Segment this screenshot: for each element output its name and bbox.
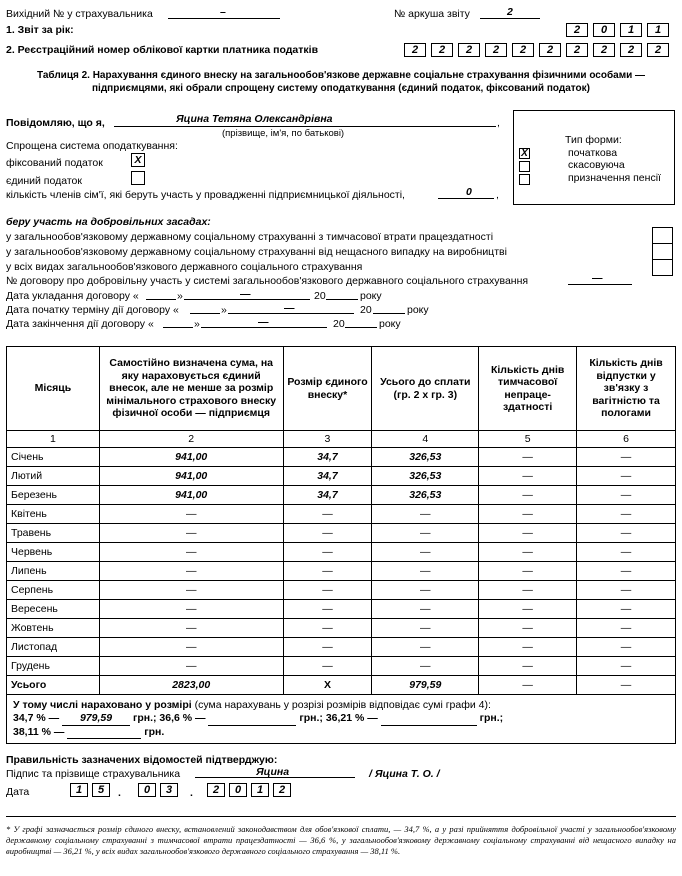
- total-cell[interactable]: —: [372, 638, 479, 657]
- year-suffix: року: [360, 290, 382, 302]
- signer-name: / Яцина Т. О. /: [369, 768, 440, 780]
- rate-cell[interactable]: 34,7: [283, 448, 372, 467]
- col-number: 6: [577, 431, 676, 448]
- rate-cell[interactable]: —: [283, 619, 372, 638]
- date-year-digit[interactable]: 1: [251, 783, 269, 797]
- sick-days-cell[interactable]: —: [479, 524, 577, 543]
- amount-cell[interactable]: —: [99, 543, 283, 562]
- date-signed-year[interactable]: [326, 289, 358, 300]
- sick-days-cell[interactable]: —: [479, 467, 577, 486]
- year-suffix: року: [379, 318, 401, 330]
- date-start-year[interactable]: [373, 303, 405, 314]
- sick-days-cell[interactable]: —: [479, 486, 577, 505]
- form-type-option-pension: призначення пенсії: [568, 172, 661, 184]
- form-type-option-initial: початкова: [568, 147, 618, 159]
- voluntary-item: у загальнообов'язковому державному соціальному страхуванні від нещасного випадку на виробництві: [6, 246, 507, 258]
- form-type-option-cancel: скасовуюча: [568, 159, 625, 171]
- amount-cell[interactable]: —: [99, 581, 283, 600]
- rate2-label: грн.; 36,6 % —: [132, 712, 206, 724]
- rate-cell[interactable]: —: [283, 657, 372, 676]
- family-value: 0: [466, 186, 472, 198]
- table-row: [7, 543, 676, 562]
- year-prefix: 20: [333, 318, 345, 330]
- month-cell: Лютий: [7, 467, 100, 486]
- amount-cell[interactable]: 941,00: [99, 486, 283, 505]
- family-label: кількість членів сім'ї, які беруть участь у провадженні підприємницької діяльності,: [6, 189, 405, 201]
- maternity-days-cell[interactable]: —: [577, 448, 676, 467]
- year-label: 1. Звіт за рік:: [6, 24, 74, 36]
- breakdown-note: (сума нарахувань у розрізі розмірів відповідає сумі графи 4):: [194, 699, 491, 711]
- date-signed-label: Дата укладання договору «: [6, 290, 139, 302]
- reg-digit[interactable]: 2: [512, 43, 534, 57]
- date-end-month-value: —: [258, 316, 269, 328]
- month-cell: Жовтень: [7, 619, 100, 638]
- footnote: * У графі зазначається розмір єдиного внеску, встановлений законодавством для обов'язкової сплати, — 34,7 %, а у разі прийняття добровільної участі у загальнообов'язковому державному соціальному страхуванні з тимчасової втрати працездатності — 36,6 %, у загальнообов'язковому державному соціальному страхуванні від нещасного випадку на виробництві — 36,21 %, у всіх видах загальнообов'язкового державного соціального страхування — 38,11 %.: [6, 824, 676, 856]
- signature-value: Яцина: [256, 766, 290, 778]
- quote-close: »: [194, 318, 200, 330]
- sheet-value: 2: [507, 6, 513, 18]
- total-maternity-days[interactable]: —: [577, 676, 676, 695]
- maternity-days-cell[interactable]: —: [577, 657, 676, 676]
- month-cell: Грудень: [7, 657, 100, 676]
- reg-digit[interactable]: 2: [566, 43, 588, 57]
- total-rate: X: [283, 676, 372, 695]
- header-total: Усього до сплати (гр. 2 х гр. 3): [372, 347, 479, 431]
- voluntary-checkbox[interactable]: [652, 243, 673, 260]
- rate3-end: грн.;: [479, 712, 504, 724]
- col-number: 4: [372, 431, 479, 448]
- reg-digit[interactable]: 2: [539, 43, 561, 57]
- year-digit[interactable]: 0: [593, 23, 615, 37]
- total-label: Усього: [7, 676, 100, 695]
- form-type-title: Тип форми:: [565, 134, 622, 146]
- month-cell: Березень: [7, 486, 100, 505]
- year-suffix: року: [407, 304, 429, 316]
- table-row: [7, 524, 676, 543]
- table-row: [7, 486, 676, 505]
- table-title-line2: підприємцями, які обрали спрощену систему оподаткування (єдиний податок, фіксований податок): [92, 83, 590, 94]
- amount-cell[interactable]: 941,00: [99, 467, 283, 486]
- confirm-title: Правильність зазначених відомостей підтверджую:: [6, 754, 278, 766]
- rate4-value[interactable]: [67, 728, 141, 739]
- date-day-digit[interactable]: 1: [70, 783, 88, 797]
- maternity-days-cell[interactable]: —: [577, 562, 676, 581]
- rate-cell[interactable]: —: [283, 505, 372, 524]
- voluntary-item: у загальнообов'язковому державному соціальному страхуванні з тимчасової втрати працездатності: [6, 231, 494, 243]
- quote-close: »: [177, 290, 183, 302]
- sick-days-cell[interactable]: —: [479, 638, 577, 657]
- total-amount[interactable]: 2823,00: [99, 676, 283, 695]
- col-number: 3: [283, 431, 372, 448]
- year-prefix: 20: [360, 304, 372, 316]
- rate-cell[interactable]: —: [283, 524, 372, 543]
- quote-close: »: [221, 304, 227, 316]
- reg-digit[interactable]: 2: [485, 43, 507, 57]
- total-cell[interactable]: —: [372, 581, 479, 600]
- maternity-days-cell[interactable]: —: [577, 524, 676, 543]
- date-signed-day[interactable]: [146, 289, 176, 300]
- total-cell[interactable]: —: [372, 619, 479, 638]
- maternity-days-cell[interactable]: —: [577, 505, 676, 524]
- rate4-end: грн.: [144, 726, 165, 738]
- rate1-value[interactable]: 979,59: [62, 712, 130, 726]
- month-cell: Січень: [7, 448, 100, 467]
- single-tax-checkbox[interactable]: [131, 171, 145, 185]
- date-signed-month-value: —: [240, 288, 251, 300]
- reg-digit[interactable]: 2: [593, 43, 615, 57]
- reg-digit[interactable]: 2: [647, 43, 669, 57]
- sheet-label: № аркуша звіту: [394, 8, 470, 20]
- form-type-checkbox-cancel[interactable]: [519, 161, 530, 172]
- sign-label: Підпис та прізвище страхувальника: [6, 768, 181, 780]
- amount-cell[interactable]: —: [99, 562, 283, 581]
- maternity-days-cell[interactable]: —: [577, 619, 676, 638]
- reg-digit[interactable]: 2: [458, 43, 480, 57]
- single-tax-label: єдиний податок: [6, 175, 82, 187]
- month-cell: Вересень: [7, 600, 100, 619]
- amount-cell[interactable]: 941,00: [99, 448, 283, 467]
- comma: ,: [497, 117, 500, 129]
- notify-label: Повідомляю, що я,: [6, 117, 105, 129]
- rate-cell[interactable]: —: [283, 543, 372, 562]
- system-label: Спрощена система оподаткування:: [6, 140, 178, 152]
- total-cell[interactable]: —: [372, 657, 479, 676]
- maternity-days-cell[interactable]: —: [577, 638, 676, 657]
- person-name: Яцина Тетяна Олександрівна: [176, 113, 333, 125]
- form-type-checkbox-pension[interactable]: [519, 174, 530, 185]
- rate-cell[interactable]: 34,7: [283, 467, 372, 486]
- total-cell[interactable]: —: [372, 543, 479, 562]
- date-start-month-value: —: [284, 302, 295, 314]
- date-year-digit[interactable]: 2: [273, 783, 291, 797]
- sick-days-cell[interactable]: —: [479, 657, 577, 676]
- maternity-days-cell[interactable]: —: [577, 600, 676, 619]
- amount-cell[interactable]: —: [99, 657, 283, 676]
- maternity-days-cell[interactable]: —: [577, 543, 676, 562]
- date-month-digit[interactable]: 0: [138, 783, 156, 797]
- table-row: [7, 467, 676, 486]
- date-year-digit[interactable]: 2: [207, 783, 225, 797]
- voluntary-title: беру участь на добровільних засадах:: [6, 216, 211, 228]
- table-row: [7, 505, 676, 524]
- date-end-year[interactable]: [345, 317, 377, 328]
- date-end-label: Дата закінчення дії договору «: [6, 318, 154, 330]
- sick-days-cell[interactable]: —: [479, 448, 577, 467]
- col-number: 1: [7, 431, 100, 448]
- maternity-days-cell[interactable]: —: [577, 486, 676, 505]
- rate1-label: 34,7 % —: [13, 712, 60, 724]
- table-row: [7, 619, 676, 638]
- outgoing-label: Вихідний № у страхувальника: [6, 8, 153, 20]
- rate-cell[interactable]: —: [283, 581, 372, 600]
- sick-days-cell[interactable]: —: [479, 619, 577, 638]
- date-sep: .: [190, 787, 193, 799]
- header-sick-days: Кількість днів тимчасової непраце-здатності: [479, 347, 577, 431]
- rate3-label: грн.; 36,21 % —: [299, 712, 378, 724]
- total-cell[interactable]: —: [372, 524, 479, 543]
- reg-label: 2. Реєстраційний номер облікової картки платника податків: [6, 44, 319, 56]
- col-number: 5: [479, 431, 577, 448]
- voluntary-checkbox[interactable]: [652, 227, 673, 244]
- rate-cell[interactable]: —: [283, 562, 372, 581]
- table-row: [7, 448, 676, 467]
- fixed-tax-label: фіксований податок: [6, 157, 103, 169]
- table-title-line1: Таблиця 2. Нарахування єдиного внеску на загальнообов'язкове державне соціальне страхування фізичними особами —: [36, 70, 646, 81]
- total-cell[interactable]: 326,53: [372, 486, 479, 505]
- total-row: [7, 676, 676, 695]
- rate-cell[interactable]: —: [283, 600, 372, 619]
- table-row: [7, 657, 676, 676]
- date-sep: .: [118, 787, 121, 799]
- outgoing-value: –: [220, 6, 226, 18]
- breakdown-row: [7, 695, 676, 744]
- total-cell[interactable]: —: [372, 562, 479, 581]
- footnote-divider: [6, 816, 676, 817]
- year-prefix: 20: [314, 290, 326, 302]
- amount-cell[interactable]: —: [99, 619, 283, 638]
- amount-cell[interactable]: —: [99, 505, 283, 524]
- month-cell: Травень: [7, 524, 100, 543]
- month-cell: Червень: [7, 543, 100, 562]
- voluntary-checkbox[interactable]: [652, 259, 673, 276]
- breakdown-title: У тому числі нараховано у розмірі: [13, 699, 192, 711]
- date-start-day[interactable]: [190, 303, 220, 314]
- total-cell[interactable]: —: [372, 600, 479, 619]
- maternity-days-cell[interactable]: —: [577, 467, 676, 486]
- rate-cell[interactable]: 34,7: [283, 486, 372, 505]
- header-rate: Розмір єдиного внеску*: [283, 347, 372, 431]
- reg-digit[interactable]: 2: [620, 43, 642, 57]
- voluntary-item: у всіх видах загальнообов'язкового державного соціального страхування: [6, 261, 363, 273]
- date-day-digit[interactable]: 5: [92, 783, 110, 797]
- header-amount: Самостійно визначена сума, на яку нараховується єдиний внесок, але не менше за розмір мінімального страхового внеску фізичної особи — підприємця: [99, 347, 283, 431]
- year-digit[interactable]: 1: [620, 23, 642, 37]
- amount-cell[interactable]: —: [99, 524, 283, 543]
- year-digit[interactable]: 2: [566, 23, 588, 37]
- table-row: [7, 581, 676, 600]
- date-year-digit[interactable]: 0: [229, 783, 247, 797]
- month-cell: Серпень: [7, 581, 100, 600]
- sick-days-cell[interactable]: —: [479, 562, 577, 581]
- header-maternity-days: Кількість днів відпустки у зв'язку з вагітністю та пологами: [577, 347, 676, 431]
- month-cell: Липень: [7, 562, 100, 581]
- amount-cell[interactable]: —: [99, 600, 283, 619]
- reg-digit[interactable]: 2: [431, 43, 453, 57]
- total-cell[interactable]: 326,53: [372, 448, 479, 467]
- sick-days-cell[interactable]: —: [479, 505, 577, 524]
- sick-days-cell[interactable]: —: [479, 543, 577, 562]
- date-label: Дата: [6, 786, 30, 798]
- fixed-tax-checkbox[interactable]: X: [131, 153, 145, 167]
- contributions-table: [6, 346, 676, 744]
- rate2-value[interactable]: [208, 715, 296, 726]
- maternity-days-cell[interactable]: —: [577, 581, 676, 600]
- contract-no-label: № договору про добровільну участь у системі загальнообов'язкового державного соціального страхування: [6, 275, 529, 287]
- name-hint: (прізвище, ім'я, по батькові): [222, 128, 345, 139]
- amount-cell[interactable]: —: [99, 638, 283, 657]
- form-type-checkbox-initial[interactable]: X: [519, 148, 530, 159]
- date-start-label: Дата початку терміну дії договору «: [6, 304, 179, 316]
- contract-no-value: —: [592, 272, 603, 284]
- total-sick-days[interactable]: —: [479, 676, 577, 695]
- reg-digit[interactable]: 2: [404, 43, 426, 57]
- table-row: [7, 562, 676, 581]
- sick-days-cell[interactable]: —: [479, 581, 577, 600]
- col-number: 2: [99, 431, 283, 448]
- sick-days-cell[interactable]: —: [479, 600, 577, 619]
- month-cell: Листопад: [7, 638, 100, 657]
- year-digit[interactable]: 1: [647, 23, 669, 37]
- comma: ,: [496, 189, 499, 201]
- total-cell[interactable]: —: [372, 505, 479, 524]
- table-row: [7, 600, 676, 619]
- date-end-day[interactable]: [163, 317, 193, 328]
- rate3-value[interactable]: [381, 715, 477, 726]
- total-cell[interactable]: 326,53: [372, 467, 479, 486]
- total-sum[interactable]: 979,59: [372, 676, 479, 695]
- rate-cell[interactable]: —: [283, 638, 372, 657]
- month-cell: Квітень: [7, 505, 100, 524]
- date-month-digit[interactable]: 3: [160, 783, 178, 797]
- header-month: Місяць: [7, 347, 100, 431]
- rate4-label: 38,11 % —: [13, 726, 65, 738]
- table-row: [7, 638, 676, 657]
